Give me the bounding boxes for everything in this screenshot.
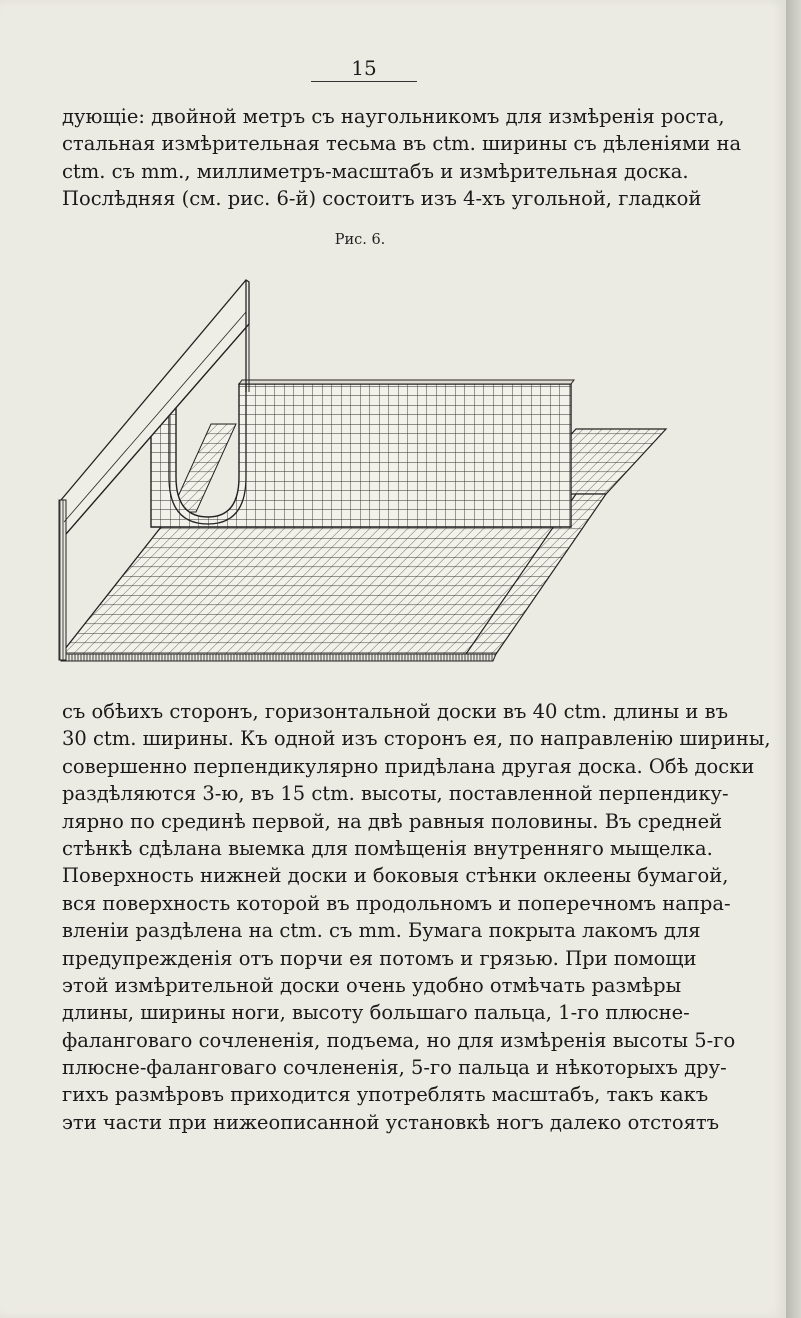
text-line: предупрежденія отъ порчи ея потомъ и грязью. При помощи [62, 946, 697, 970]
text-line: плюсне-фаланговаго сочлененія, 5-го пальца и нѣкоторыхъ дру- [62, 1056, 727, 1080]
text-line: вленіи раздѣлена на ctm. съ mm. Бумага покрыта лакомъ для [62, 919, 701, 943]
text-line: 30 ctm. ширины. Къ одной изъ сторонъ ея, по направленію ширины, [62, 727, 771, 751]
page-number-rule [311, 81, 417, 82]
text-line: съ обѣихъ сторонъ, горизонтальной доски въ 40 ctm. длины и въ [62, 700, 728, 723]
text-line: гихъ размѣровъ приходится употреблять масштабъ, такъ какъ [62, 1083, 709, 1107]
text-line: длины, ширины ноги, высоту большаго пальца, 1-го плюсне- [62, 1001, 690, 1025]
text-line: ctm. съ mm., миллиметръ-масштабъ и измѣрительная доска. [62, 159, 689, 183]
text-line: совершенно перпендикулярно придѣлана другая доска. Обѣ доски [62, 754, 755, 778]
text-line: стальная измѣрительная тесьма въ ctm. ширины съ дѣленіями на [62, 132, 742, 156]
page-number: 15 [351, 56, 377, 80]
page-edge [786, 0, 801, 1318]
side-board-edge [59, 500, 66, 660]
floor-front-edge [61, 654, 496, 661]
text-line: стѣнкѣ сдѣлана выемка для помѣщенія внутренняго мыщелка. [62, 836, 713, 860]
back-wall-top-edge [239, 380, 574, 384]
measuring-board-figure [56, 272, 676, 667]
figure-caption: Рис. 6. [334, 232, 386, 248]
text-line: этой измѣрительной доски очень удобно отмѣчать размѣры [62, 973, 682, 997]
text-line: эти части при нижеописанной установкѣ ногъ далеко отстоятъ [62, 1110, 720, 1134]
text-line: дующіе: двойной метръ съ наугольникомъ для измѣренія роста, [62, 105, 725, 128]
text-line: фаланговаго сочлененія, подъема, но для измѣренія высоты 5-го [62, 1028, 736, 1052]
floor-grid-upper [171, 424, 236, 512]
text-line: лярно по срединѣ первой, на двѣ равныя половины. Въ средней [62, 809, 723, 833]
text-line: Послѣдняя (см. рис. 6-й) состоитъ изъ 4-хъ угольной, гладкой [62, 187, 702, 211]
text-line: раздѣляются 3-ю, въ 15 ctm. высоты, поставленной перпендику- [62, 782, 729, 806]
text-line: Поверхность нижней доски и боковыя стѣнки оклеены бумагой, [62, 864, 729, 888]
bottom-paragraph [62, 698, 771, 1136]
top-paragraph [62, 103, 742, 213]
text-line: вся поверхность которой въ продольномъ и поперечномъ напра- [62, 891, 731, 915]
